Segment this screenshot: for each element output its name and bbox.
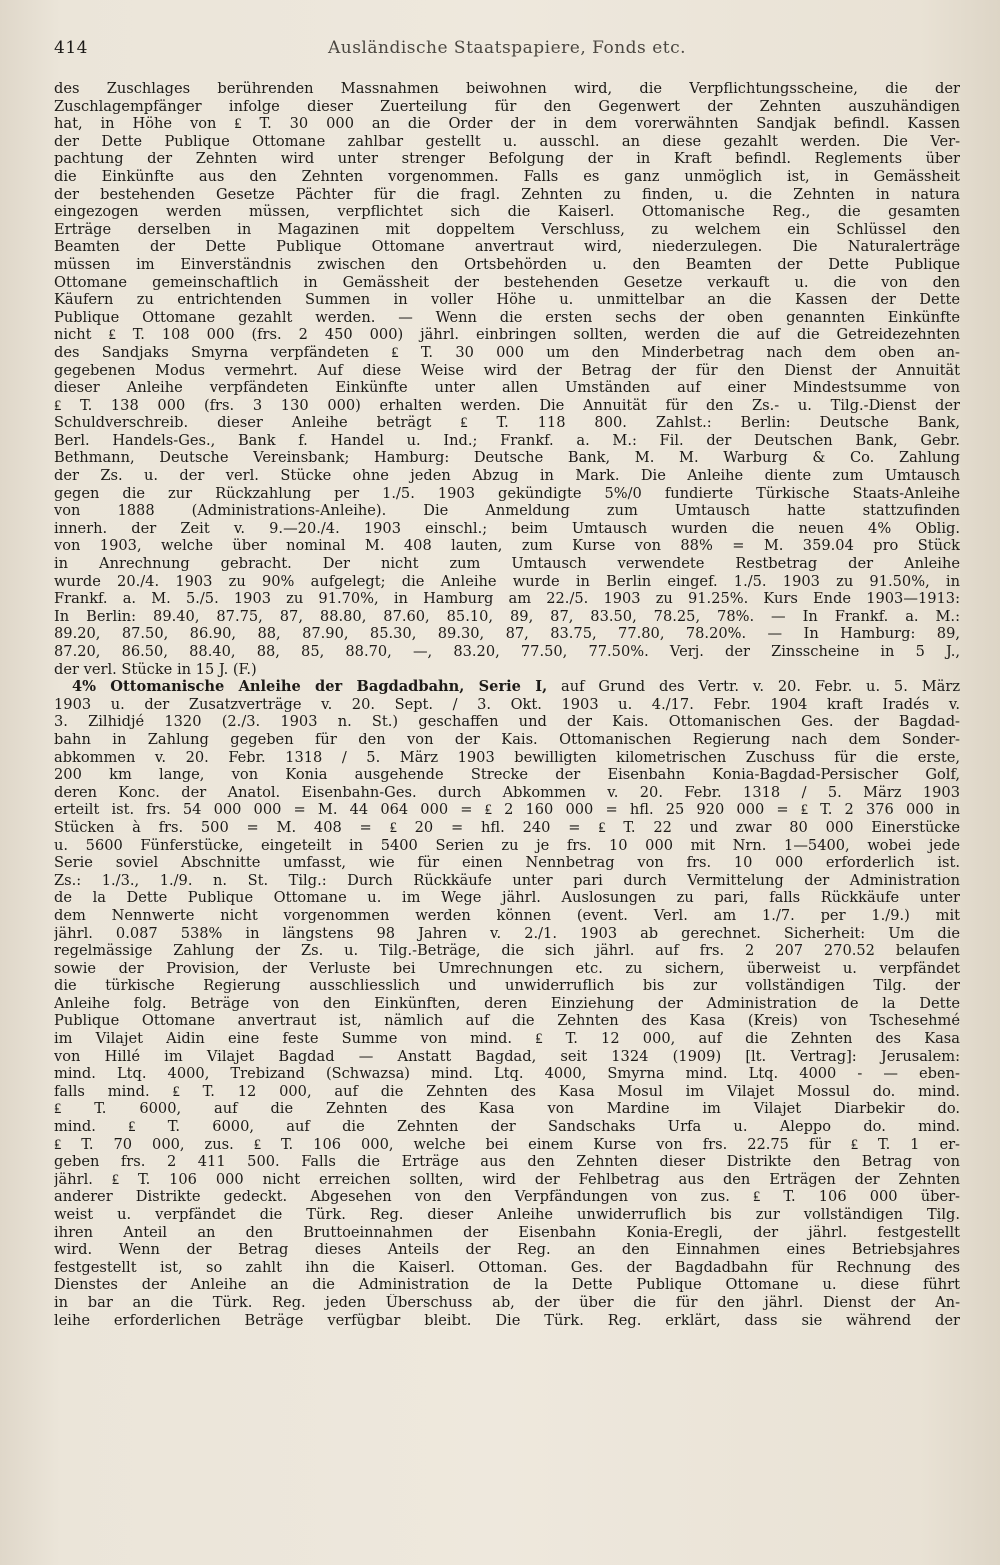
text-line: festgestellt ist, so zahlt ihn die Kaiserl. Ottoman. Ges. der Bagdadbahn für Rechnung des [54,1258,960,1276]
text-line: deren Konc. der Anatol. Eisenbahn-Ges. durch Abkommen v. 20. Febr. 1318 / 5. März 1903 [54,783,960,801]
text-line: 1903 u. der Zusatzverträge v. 20. Sept. / 3. Okt. 1903 u. 4./17. Febr. 1904 kraft Iradés v. [54,695,960,713]
text-line: abkommen v. 20. Febr. 1318 / 5. März 1903 bewilligten kilometrischen Zuschuss für die erste, [54,748,960,766]
text-line: Dienstes der Anleihe an die Administration de la Dette Publique Ottomane u. diese führt [54,1276,960,1294]
text-line: ihren Anteil an den Bruttoeinnahmen der Eisenbahn Konia-Eregli, der jährl. festgestellt [54,1223,960,1241]
text-line: von 1903, welche über nominal M. 408 lauten, zum Kurse von 88% = M. 359.04 pro Stück [54,537,960,555]
text-line: erteilt ist. frs. 54 000 000 = M. 44 064 000 = ₤ 2 160 000 = hfl. 25 920 000 = ₤ T. 2 376 000 in [54,801,960,819]
section-first-line [54,678,960,696]
text-line: von Hillé im Vilajet Bagdad — Anstatt Bagdad, seit 1324 (1909) [lt. Vertrag]: Jerusalem: [54,1047,960,1065]
section-first-line-text: auf Grund des Vertr. v. 20. Febr. u. 5. März [561,678,960,696]
text-line: Erträge derselben in Magazinen mit doppeltem Verschluss, zu welchem ein Schlüssel den [54,220,960,238]
text-line: ₤ T. 6000, auf die Zehnten des Kasa von Mardine im Vilajet Diarbekir do. [54,1100,960,1118]
text-line: des Zuschlages berührenden Massnahmen beiwohnen wird, die Verpflichtungsscheine, die der [54,80,960,97]
text-line: sowie der Provision, der Verluste bei Umrechnungen etc. zu sichern, überweist u. verpfändet [54,959,960,977]
section-title: 4% Ottomanische Anleihe der Bagdadbahn, Serie I, [72,678,548,696]
text-line: jährl. ₤ T. 106 000 nicht erreichen sollten, wird der Fehlbetrag aus den Erträgen der Zehnten [54,1170,960,1188]
text-line: 87.20, 86.50, 88.40, 88, 85, 88.70, —, 83.20, 77.50, 77.50%. Verj. der Zinsscheine in 5 J., [54,643,960,660]
text-line: ₤ T. 70 000, zus. ₤ T. 106 000, welche bei einem Kurse von frs. 22.75 für ₤ T. 1 er- [54,1135,960,1153]
text-line: dem Nennwerte nicht vorgenommen werden können (event. Verl. am 1./7. per 1./9.) mit [54,906,960,924]
text-line: 89.20, 87.50, 86.90, 88, 87.90, 85.30, 89.30, 87, 83.75, 77.80, 78.20%. — In Hamburg: 89, [54,625,960,643]
text-line: Zuschlagempfänger infolge dieser Zuerteilung für den Gegenwert der Zehnten auszuhändigen [54,97,960,115]
text-line: jährl. 0.087 538% in längstens 98 Jahren v. 2./1. 1903 ab gerechnet. Sicherheit: Um die [54,924,960,942]
text-line: regelmässige Zahlung der Zs. u. Tilg.-Beträge, die sich jährl. auf frs. 2 207 270.52 belaufen [54,942,960,960]
body-text [54,80,960,1329]
text-line: die Einkünfte aus den Zehnten vorgenommen. Falls es ganz unmöglich ist, in Gemässheit [54,167,960,185]
paragraph-continued [54,80,960,678]
text-line: Frankf. a. M. 5./5. 1903 zu 91.70%, in Hamburg am 22./5. 1903 zu 91.25%. Kurs Ende 1903—1913: [54,590,960,608]
text-line: Schuldverschreib. dieser Anleihe beträgt ₤ T. 118 800. Zahlst.: Berlin: Deutsche Bank, [54,414,960,432]
text-line: weist u. verpfändet die Türk. Reg. dieser Anleihe unwiderruflich bis zur vollständigen Tilg. [54,1206,960,1223]
text-line: Beamten der Dette Publique Ottomane anvertraut wird, niederzulegen. Die Naturalerträge [54,238,960,256]
text-line: 200 km lange, von Konia ausgehende Strecke der Eisenbahn Konia-Bagdad-Persischer Golf, [54,766,960,784]
text-line: Stücken à frs. 500 = M. 408 = ₤ 20 = hfl. 240 = ₤ T. 22 und zwar 80 000 Einerstücke [54,818,960,836]
text-line: geben frs. 2 411 500. Falls die Erträge aus den Zehnten dieser Distrikte den Betrag von [54,1153,960,1171]
text-line: nicht ₤ T. 108 000 (frs. 2 450 000) jährl. einbringen sollten, werden die auf die Getreidezehnten [54,326,960,344]
text-line: Serie soviel Abschnitte umfasst, wie für einen Nennbetrag von frs. 10 000 erforderlich ist. [54,854,960,872]
text-line: u. 5600 Fünferstücke, eingeteilt in 5400 Serien zu je frs. 10 000 mit Nrn. 1—5400, wobei jede [54,836,960,854]
text-line: pachtung der Zehnten wird unter strenger Befolgung der in Kraft befindl. Reglements über [54,150,960,168]
paragraph-bagdadbahn-bond [54,678,960,1329]
text-line: Käufern zu entrichtenden Summen in voller Höhe u. unmittelbar an die Kassen der Dette [54,291,960,309]
text-line: ₤ T. 138 000 (frs. 3 130 000) erhalten werden. Die Annuität für den Zs.- u. Tilg.-Dienst der [54,396,960,414]
text-line: leihe erforderlichen Beträge verfügbar bleibt. Die Türk. Reg. erklärt, dass sie während der [54,1311,960,1329]
text-line: der bestehenden Gesetze Pächter für die fragl. Zehnten zu finden, u. die Zehnten in natura [54,185,960,203]
text-line: im Vilajet Aidin eine feste Summe von mind. ₤ T. 12 000, auf die Zehnten des Kasa [54,1030,960,1048]
text-line: anderer Distrikte gedeckt. Abgesehen von den Verpfändungen von zus. ₤ T. 106 000 über- [54,1188,960,1206]
page-number: 414 [54,38,88,58]
text-line: In Berlin: 89.40, 87.75, 87, 88.80, 87.60, 85.10, 89, 87, 83.50, 78.25, 78%. — In Frankf. a. M.: [54,607,960,625]
text-line: die türkische Regierung ausschliesslich und unwiderruflich bis zur vollständigen Tilg. der [54,977,960,995]
text-line: gegebenen Modus vermehrt. Auf diese Weise wird der Betrag der für den Dienst der Annuität [54,361,960,379]
text-line: eingezogen werden müssen, verpflichtet sich die Kaiserl. Ottomanische Reg., die gesamten [54,203,960,221]
text-line: des Sandjaks Smyrna verpfändeten ₤ T. 30 000 um den Minderbetrag nach dem oben an- [54,343,960,361]
text-line: dieser Anleihe verpfändeten Einkünfte unter allen Umständen auf einer Mindestsumme von [54,379,960,397]
text-line: Publique Ottomane anvertraut ist, nämlich auf die Zehnten des Kasa (Kreis) von Tschesehmé [54,1012,960,1030]
text-line: in bar an die Türk. Reg. jeden Überschuss ab, der über die für den jährl. Dienst der An- [54,1293,960,1311]
text-line: Berl. Handels-Ges., Bank f. Handel u. Ind.; Frankf. a. M.: Fil. der Deutschen Bank, Gebr. [54,431,960,449]
text-line: hat, in Höhe von ₤ T. 30 000 an die Order der in dem vorerwähnten Sandjak befindl. Kassen [54,115,960,133]
text-line: wurde 20./4. 1903 zu 90% aufgelegt; die Anleihe wurde in Berlin eingef. 1./5. 1903 zu 91.50%, in [54,572,960,590]
text-line: Ottomane gemeinschaftlich in Gemässheit der bestehenden Gesetze verkauft u. die von den [54,273,960,291]
text-line: mind. Ltq. 4000, Trebizand (Schwazsa) mind. Ltq. 4000, Smyrna mind. Ltq. 4000 - — eben- [54,1065,960,1083]
running-head: Ausländische Staatspapiere, Fonds etc. [327,38,687,58]
text-line: Zs.: 1./3., 1./9. n. St. Tilg.: Durch Rückkäufe unter pari durch Vermittelung der Administration [54,871,960,889]
text-line: von 1888 (Administrations-Anleihe). Die Anmeldung zum Umtausch hatte stattzufinden [54,502,960,520]
text-line: der Zs. u. der verl. Stücke ohne jeden Abzug in Mark. Die Anleihe diente zum Umtausch [54,467,960,485]
text-line: falls mind. ₤ T. 12 000, auf die Zehnten des Kasa Mosul im Vilajet Mossul do. mind. [54,1082,960,1100]
page-header [54,34,960,64]
text-line: innerh. der Zeit v. 9.—20./4. 1903 einschl.; beim Umtausch wurden die neuen 4% Oblig. [54,519,960,537]
text-line: Anleihe folg. Beträge von den Einkünften, deren Einziehung der Administration de la Dette [54,994,960,1012]
text-line: mind. ₤ T. 6000, auf die Zehnten der Sandschaks Urfa u. Aleppo do. mind. [54,1118,960,1136]
text-line: müssen im Einverständnis zwischen den Ortsbehörden u. den Beamten der Dette Publique [54,255,960,273]
text-line: 3. Zilhidjé 1320 (2./3. 1903 n. St.) geschaffen und der Kais. Ottomanischen Ges. der Bagdad- [54,713,960,731]
text-line: in Anrechnung gebracht. Der nicht zum Umtausch verwendete Restbetrag der Anleihe [54,555,960,573]
text-line: gegen die zur Rückzahlung per 1./5. 1903 gekündigte 5%/0 fundierte Türkische Staats-Anleihe [54,484,960,502]
text-line: Publique Ottomane gezahlt werden. — Wenn die ersten sechs der oben genannten Einkünfte [54,308,960,326]
text-line: wird. Wenn der Betrag dieses Anteils der Reg. an den Einnahmen eines Betriebsjahres [54,1241,960,1259]
text-line: der verl. Stücke in 15 J. (F.) [54,660,257,678]
text-line: de la Dette Publique Ottomane u. im Wege jährl. Auslosungen zu pari, falls Rückkäufe unter [54,889,960,907]
text-line: Bethmann, Deutsche Vereinsbank; Hamburg: Deutsche Bank, M. M. Warburg & Co. Zahlung [54,449,960,467]
text-line: bahn in Zahlung gegeben für den von der Kais. Ottomanischen Regierung nach dem Sonder- [54,730,960,748]
text-line: der Dette Publique Ottomane zahlbar gestellt u. ausschl. an diese gezahlt werden. Die Ver- [54,132,960,150]
